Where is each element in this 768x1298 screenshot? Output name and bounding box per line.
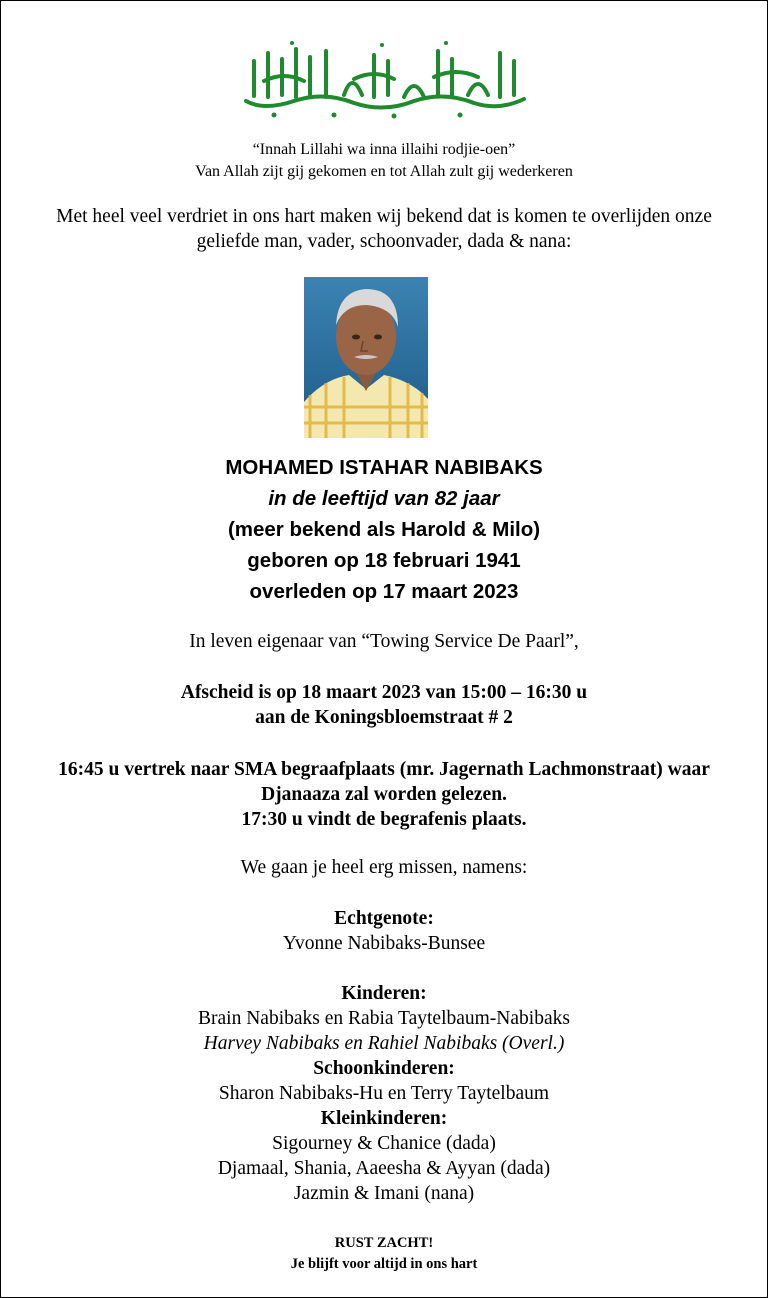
spouse-name: Yvonne Nabibaks-Bunsee [282,933,486,954]
deceased-age: in de leeftijd van 82 jaar [268,487,500,510]
calligraphy-icon [234,31,534,121]
deceased-name: MOHAMED ISTAHAR NABIBAKS [225,456,543,479]
inlaws-heading: Schoonkinderen: [313,1058,455,1079]
deceased-born: geboren op 18 februari 1941 [247,549,521,572]
grandchildren-heading: Kleinkinderen: [320,1108,448,1129]
departure-line-3: 17:30 u vindt de begrafenis plaats. [241,809,527,830]
intro-line-1: Met heel veel verdriet in ons hart maken wij bekend dat is komen te overlijden onze [56,206,712,227]
farewell-info [1,680,767,730]
intro-text [1,204,767,254]
arabic-calligraphy-header [1,31,767,121]
grandchildren-line: Djamaal, Shania, Aaeesha & Ayyan (dada) [217,1158,551,1179]
departure-line-2: Djanaaza zal worden gelezen. [261,784,507,805]
inlaws-names: Sharon Nabibaks-Hu en Terry Taytelbaum [218,1083,550,1104]
deceased-died: overleden op 17 maart 2023 [249,580,519,603]
closing-line-2: Je blijft voor altijd in ons hart [290,1256,478,1272]
quote-translation: Van Allah zijt gij gekomen en tot Allah zult gij wederkeren [195,163,573,180]
deceased-known-as: (meer bekend als Harold & Milo) [227,518,541,541]
children-names: Brain Nabibaks en Rabia Taytelbaum-Nabibaks [198,1008,570,1029]
grandchildren-line: Sigourney & Chanice (dada) [272,1133,496,1154]
portrait-photo [304,277,428,438]
farewell-line-2: aan de Koningsbloemstraat # 2 [255,707,513,728]
family-list [1,906,767,1206]
departure-line-1: 16:45 u vertrek naar SMA begraafplaats (mr. Jagernath Lachmonstraat) waar [58,759,710,780]
spouse-heading: Echtgenote: [334,908,434,929]
children-deceased: Harvey Nabibaks en Rahiel Nabibaks (Overl.) [203,1033,565,1054]
closing-line-1: RUST ZACHT! [334,1235,434,1251]
quote-transliteration: “Innah Lillahi wa inna illaihi rodjie-oen” [252,141,516,158]
intro-line-2: geliefde man, vader, schoonvader, dada & nana: [196,231,572,252]
departure-info [1,757,767,832]
grandchildren-line: Jazmin & Imani (nana) [293,1183,475,1204]
miss-text: We gaan je heel erg missen, namens: [240,857,528,878]
children-heading: Kinderen: [341,983,427,1004]
quote-block [1,139,767,183]
deceased-details [1,452,767,607]
portrait-icon [304,277,428,438]
owner-text: In leven eigenaar van “Towing Service De Paarl”, [189,631,579,652]
farewell-line-1: Afscheid is op 18 maart 2023 van 15:00 – 16:30 u [180,682,588,703]
closing-text [1,1233,767,1275]
